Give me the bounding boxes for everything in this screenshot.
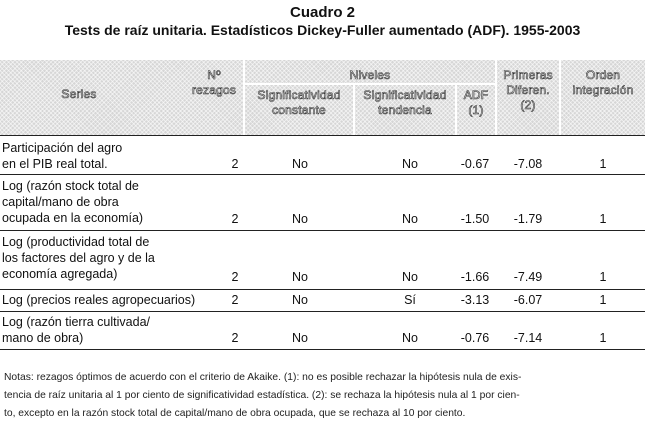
series-line: capital/mano de obra [2, 195, 119, 209]
header-sig-constante-line1: Significatividad [257, 88, 341, 102]
header-sig-tendencia-line2: tendencia [378, 103, 432, 117]
cell-primeras: -7.08 [513, 157, 543, 171]
row-divider [0, 174, 645, 175]
table-row-series [2, 140, 122, 172]
cell-constante: No [292, 270, 308, 284]
cell-adf: -0.76 [460, 331, 490, 345]
header-divider [495, 60, 497, 135]
table-title: Cuadro 2 [289, 4, 355, 21]
header-sig-tendencia [355, 88, 455, 118]
cell-rezagos: 2 [231, 212, 239, 226]
cell-rezagos: 2 [231, 293, 239, 307]
header-divider [243, 60, 245, 135]
header-primeras [497, 68, 559, 113]
series-line: los factores del agro y de la [2, 251, 155, 265]
cell-adf: -1.66 [460, 270, 490, 284]
header-orden-line1: Orden [585, 68, 621, 82]
cell-orden: 1 [599, 270, 607, 284]
cell-orden: 1 [599, 331, 607, 345]
note-line: to, excepto en la razón stock total de capital/mano de obra ocupada, que se rechaza al 10 por ciento. [4, 408, 466, 419]
header-orden [561, 68, 645, 98]
series-line: Log (precios reales agropecuarios) [2, 293, 196, 307]
header-adf-line1: ADF [463, 88, 489, 102]
series-line: Log (razón tierra cultivada/ [2, 315, 150, 329]
header-rezagos [185, 68, 243, 98]
cell-primeras: -6.07 [513, 293, 543, 307]
header-rezagos-line1: Nº [207, 68, 221, 82]
series-line: en el PIB real total. [2, 157, 108, 171]
cell-constante: No [292, 157, 308, 171]
header-sig-tendencia-line1: Significatividad [363, 88, 447, 102]
header-primeras-line3: (2) [520, 98, 536, 112]
header-primeras-line1: Primeras [503, 68, 553, 82]
cell-tendencia: No [402, 270, 418, 284]
cell-constante: No [292, 212, 308, 226]
table-notes [4, 369, 642, 423]
series-line: Log (productividad total de [2, 235, 150, 249]
cell-rezagos: 2 [231, 270, 239, 284]
cell-constante: No [292, 293, 308, 307]
table-row-series [2, 178, 143, 226]
header-niveles: Niveles [349, 68, 391, 82]
cell-primeras: -7.49 [513, 270, 543, 284]
cell-orden: 1 [599, 212, 607, 226]
table-row-series [2, 292, 195, 308]
table-row-series [2, 234, 155, 282]
cell-adf: -3.13 [460, 293, 490, 307]
header-divider [559, 60, 561, 135]
cell-rezagos: 2 [231, 157, 239, 171]
header-series: Series [61, 87, 97, 101]
cell-tendencia: No [402, 212, 418, 226]
header-adf [457, 88, 495, 118]
header-adf-line2: (1) [468, 103, 484, 117]
cell-tendencia: Sí [404, 293, 416, 307]
cell-constante: No [292, 331, 308, 345]
series-line: Log (razón stock total de [2, 179, 139, 193]
cell-orden: 1 [599, 157, 607, 171]
cell-orden: 1 [599, 293, 607, 307]
series-line: mano de obra) [2, 331, 84, 345]
table-row-series [2, 314, 150, 346]
row-divider [0, 289, 645, 290]
series-line: economía agregada) [2, 267, 118, 281]
header-divider [245, 83, 495, 85]
cell-primeras: -7.14 [513, 331, 543, 345]
series-line: Participación del agro [2, 141, 123, 155]
cell-tendencia: No [402, 331, 418, 345]
table-subtitle: Tests de raíz unitaria. Estadísticos Dickey-Fuller aumentado (ADF). 1955-2003 [64, 22, 581, 38]
series-line: ocupada en la economía) [2, 211, 144, 225]
cell-adf: -1.50 [460, 212, 490, 226]
table-header [0, 60, 645, 136]
header-rezagos-line2: rezagos [191, 83, 237, 97]
header-primeras-line2: Diferen. [506, 83, 550, 97]
header-sig-constante [245, 88, 353, 118]
cell-adf: -0.67 [460, 157, 490, 171]
cell-rezagos: 2 [231, 331, 239, 345]
header-orden-line2: integración [572, 83, 634, 97]
row-divider [0, 311, 645, 312]
header-divider [455, 84, 457, 135]
note-line: tencia de raíz unitaria al 1 por ciento de significatividad estadística. (2): se rechaza la hipótesis nula al 1 por cien- [4, 390, 520, 401]
row-divider [0, 230, 645, 231]
header-divider [353, 84, 355, 135]
table-bottom-rule [0, 349, 645, 350]
cell-tendencia: No [402, 157, 418, 171]
note-line: Notas: rezagos óptimos de acuerdo con el criterio de Akaike. (1): no es posible rechazar la hipótesis nula de exis- [4, 372, 522, 383]
cell-primeras: -1.79 [513, 212, 543, 226]
header-sig-constante-line2: constante [272, 103, 326, 117]
